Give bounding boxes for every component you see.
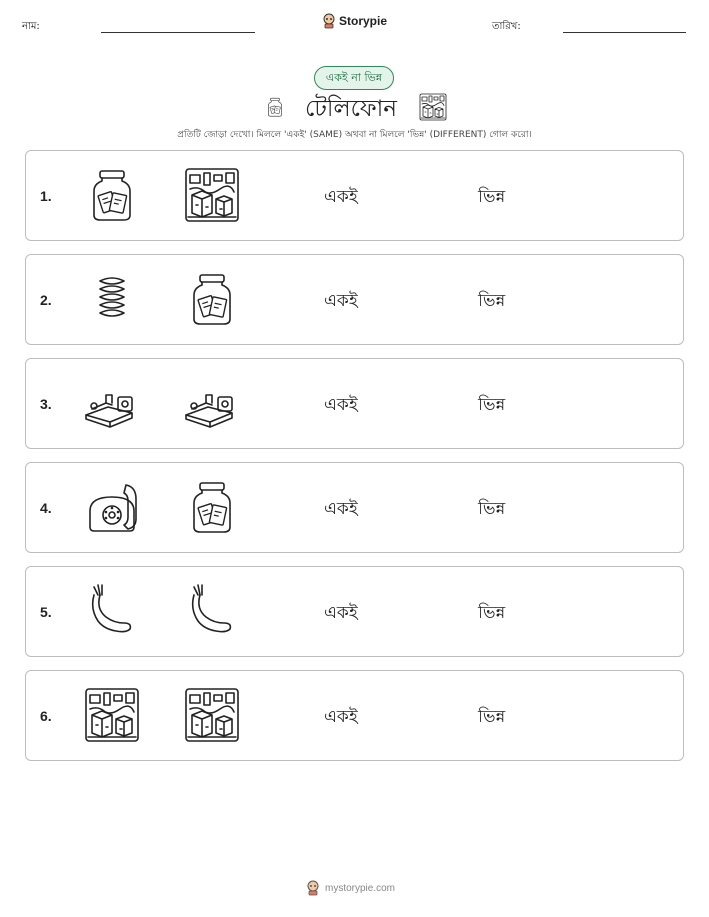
- date-line[interactable]: [563, 32, 686, 33]
- question-number: 2.: [40, 292, 52, 308]
- circuit-board-icon: [182, 685, 242, 745]
- date-label: তারিখ:: [492, 21, 521, 32]
- circuit-board-icon: [182, 165, 242, 225]
- question-number: 1.: [40, 188, 52, 204]
- question-number: 3.: [40, 396, 52, 412]
- coil-spring-icon: [82, 269, 142, 329]
- telegraph-key-icon: [82, 373, 142, 433]
- brand-logo: [322, 13, 387, 29]
- same-option[interactable]: একই: [324, 395, 358, 415]
- footer: [306, 880, 395, 896]
- question-row-4: [25, 462, 684, 553]
- circuit-board-icon: [418, 92, 448, 122]
- different-option[interactable]: ভিন্ন: [478, 499, 506, 519]
- question-row-1: [25, 150, 684, 241]
- same-option[interactable]: একই: [324, 603, 358, 623]
- question-number: 4.: [40, 500, 52, 516]
- storypie-mascot-icon: [306, 880, 320, 896]
- telegraph-key-icon: [182, 373, 242, 433]
- question-number: 5.: [40, 604, 52, 620]
- different-option[interactable]: ভিন্ন: [478, 395, 506, 415]
- different-option[interactable]: ভিন্ন: [478, 187, 506, 207]
- jar-icon: [182, 269, 242, 329]
- worksheet-type-badge: একই না ভিন্ন: [314, 66, 394, 90]
- same-option[interactable]: একই: [324, 187, 358, 207]
- brand-name: Storypie: [339, 14, 388, 28]
- question-row-3: [25, 358, 684, 449]
- question-number: 6.: [40, 708, 52, 724]
- footer-url: mystorypie.com: [325, 882, 396, 894]
- different-option[interactable]: ভিন্ন: [478, 291, 506, 311]
- question-row-6: [25, 670, 684, 761]
- storypie-mascot-icon: [322, 13, 336, 29]
- circuit-board-icon: [82, 685, 142, 745]
- jar-icon: [182, 477, 242, 537]
- question-row-5: [25, 566, 684, 657]
- rotary-telephone-icon: [82, 477, 142, 537]
- different-option[interactable]: ভিন্ন: [478, 707, 506, 727]
- page-title: টেলিফোন: [305, 96, 398, 122]
- cable-wire-icon: [82, 581, 142, 641]
- jar-icon: [264, 92, 286, 122]
- name-line[interactable]: [101, 32, 255, 33]
- name-label: নাম:: [22, 21, 40, 32]
- title-row: [0, 90, 709, 124]
- different-option[interactable]: ভিন্ন: [478, 603, 506, 623]
- instructions: প্রতিটি জোড়া দেখো। মিললে 'একই' (SAME) অথবা না মিললে 'ভিন্ন' (DIFFERENT) গোল করো।: [177, 130, 532, 140]
- jar-icon: [82, 165, 142, 225]
- same-option[interactable]: একই: [324, 291, 358, 311]
- same-option[interactable]: একই: [324, 707, 358, 727]
- same-option[interactable]: একই: [324, 499, 358, 519]
- question-row-2: [25, 254, 684, 345]
- cable-wire-icon: [182, 581, 242, 641]
